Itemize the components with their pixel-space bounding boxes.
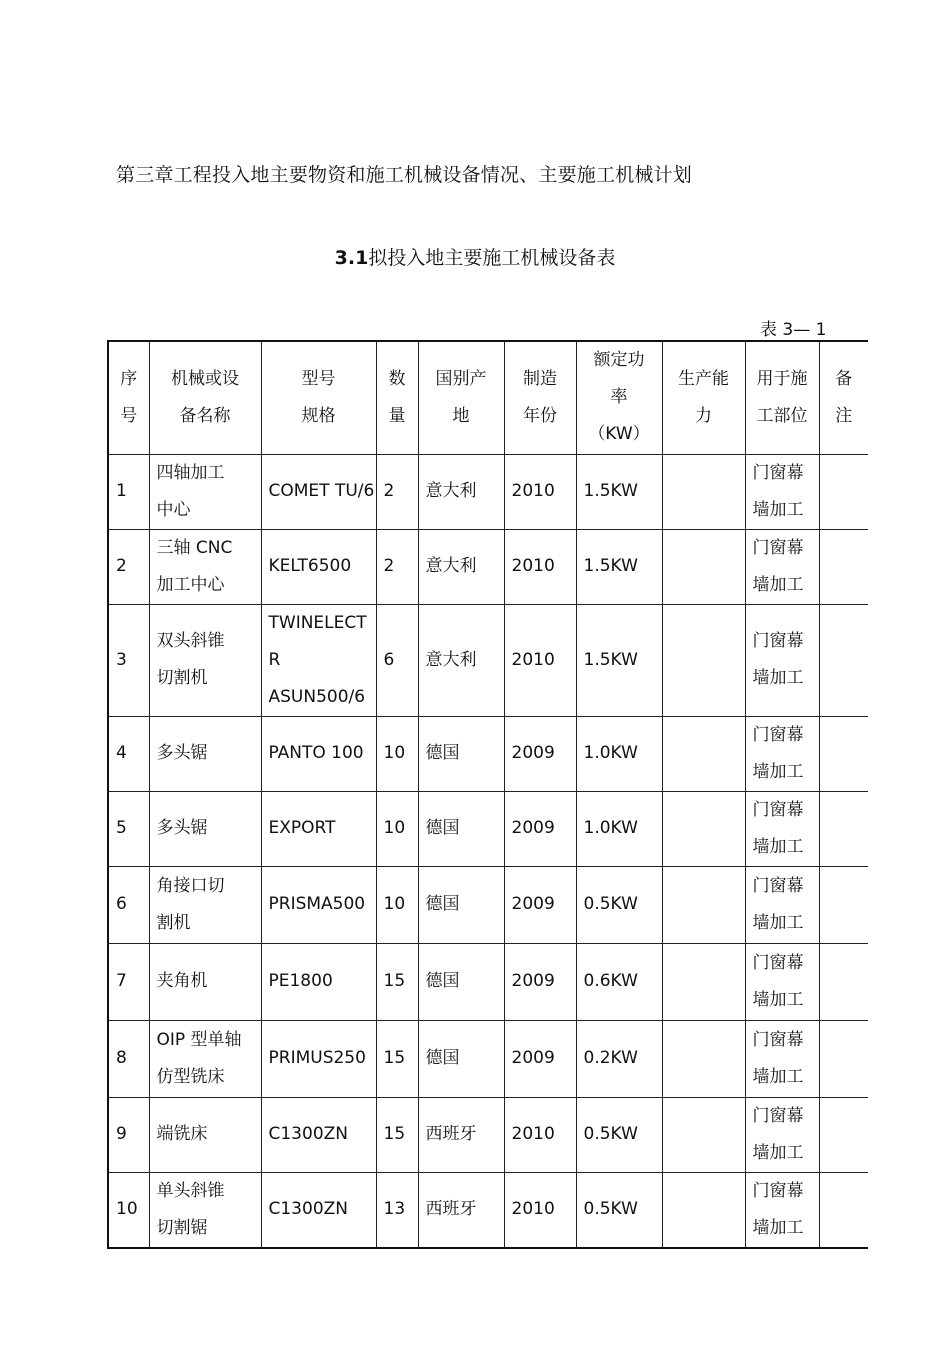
cell-no: 4 xyxy=(108,716,149,791)
cell-remark xyxy=(819,866,868,943)
cell-usage: 门窗幕 墙加工 xyxy=(745,1097,819,1172)
cell-qty: 6 xyxy=(376,604,418,716)
header-no: 序 号 xyxy=(108,341,149,454)
cell-usage: 门窗幕 墙加工 xyxy=(745,1172,819,1248)
cell-power: 0.5KW xyxy=(576,866,662,943)
section-number: 3.1 xyxy=(334,247,369,269)
cell-origin: 意大利 xyxy=(418,454,504,529)
cell-remark xyxy=(819,1020,868,1097)
cell-remark xyxy=(819,604,868,716)
cell-power: 0.5KW xyxy=(576,1172,662,1248)
cell-remark xyxy=(819,943,868,1020)
cell-model: KELT6500 xyxy=(261,529,376,604)
cell-origin: 德国 xyxy=(418,943,504,1020)
cell-name: 多头锯 xyxy=(149,791,261,866)
header-power: 额定功 率 （KW） xyxy=(576,341,662,454)
cell-year: 2010 xyxy=(504,604,576,716)
table-row xyxy=(108,866,868,943)
cell-name: 端铣床 xyxy=(149,1097,261,1172)
cell-qty: 13 xyxy=(376,1172,418,1248)
cell-usage: 门窗幕 墙加工 xyxy=(745,866,819,943)
cell-power: 1.5KW xyxy=(576,454,662,529)
cell-capacity xyxy=(662,1097,745,1172)
cell-capacity xyxy=(662,1020,745,1097)
cell-name: 单头斜锥 切割锯 xyxy=(149,1172,261,1248)
cell-name: 四轴加工 中心 xyxy=(149,454,261,529)
cell-origin: 意大利 xyxy=(418,604,504,716)
cell-name: 双头斜锥 切割机 xyxy=(149,604,261,716)
cell-model: PE1800 xyxy=(261,943,376,1020)
cell-no: 9 xyxy=(108,1097,149,1172)
cell-usage: 门窗幕 墙加工 xyxy=(745,716,819,791)
cell-origin: 德国 xyxy=(418,716,504,791)
cell-origin: 意大利 xyxy=(418,529,504,604)
cell-no: 3 xyxy=(108,604,149,716)
cell-name: 角接口切 割机 xyxy=(149,866,261,943)
cell-model: EXPORT xyxy=(261,791,376,866)
cell-capacity xyxy=(662,1172,745,1248)
cell-usage: 门窗幕 墙加工 xyxy=(745,454,819,529)
cell-remark xyxy=(819,1172,868,1248)
cell-usage: 门窗幕 墙加工 xyxy=(745,1020,819,1097)
cell-power: 1.5KW xyxy=(576,604,662,716)
cell-year: 2009 xyxy=(504,1020,576,1097)
cell-capacity xyxy=(662,604,745,716)
table-row xyxy=(108,1172,868,1248)
cell-origin: 德国 xyxy=(418,791,504,866)
cell-qty: 15 xyxy=(376,1097,418,1172)
cell-remark xyxy=(819,454,868,529)
cell-remark xyxy=(819,529,868,604)
cell-no: 7 xyxy=(108,943,149,1020)
cell-no: 1 xyxy=(108,454,149,529)
table-row xyxy=(108,454,868,529)
cell-remark xyxy=(819,1097,868,1172)
cell-power: 0.5KW xyxy=(576,1097,662,1172)
header-qty: 数 量 xyxy=(376,341,418,454)
equipment-table-wrapper xyxy=(107,340,853,1238)
cell-remark xyxy=(819,716,868,791)
cell-qty: 2 xyxy=(376,454,418,529)
table-row xyxy=(108,1020,868,1097)
header-capacity: 生产能 力 xyxy=(662,341,745,454)
table-row xyxy=(108,604,868,716)
table-row xyxy=(108,791,868,866)
cell-year: 2009 xyxy=(504,866,576,943)
equipment-table xyxy=(107,340,868,1249)
cell-model: PRIMUS250 xyxy=(261,1020,376,1097)
cell-capacity xyxy=(662,529,745,604)
cell-qty: 15 xyxy=(376,943,418,1020)
cell-no: 8 xyxy=(108,1020,149,1097)
cell-no: 6 xyxy=(108,866,149,943)
cell-usage: 门窗幕 墙加工 xyxy=(745,529,819,604)
cell-name: OIP 型单轴 仿型铣床 xyxy=(149,1020,261,1097)
cell-model: PRISMA500 xyxy=(261,866,376,943)
cell-model: C1300ZN xyxy=(261,1172,376,1248)
header-year: 制造 年份 xyxy=(504,341,576,454)
cell-origin: 西班牙 xyxy=(418,1172,504,1248)
table-label: 表 3— 1 xyxy=(760,320,827,340)
cell-capacity xyxy=(662,791,745,866)
header-usage: 用于施 工部位 xyxy=(745,341,819,454)
cell-power: 1.0KW xyxy=(576,791,662,866)
cell-year: 2009 xyxy=(504,943,576,1020)
table-header-row xyxy=(108,341,868,454)
cell-power: 1.5KW xyxy=(576,529,662,604)
cell-year: 2009 xyxy=(504,791,576,866)
cell-qty: 10 xyxy=(376,716,418,791)
cell-year: 2009 xyxy=(504,716,576,791)
cell-origin: 德国 xyxy=(418,1020,504,1097)
cell-model: COMET TU/6 xyxy=(261,454,376,529)
cell-usage: 门窗幕 墙加工 xyxy=(745,943,819,1020)
cell-no: 10 xyxy=(108,1172,149,1248)
cell-usage: 门窗幕 墙加工 xyxy=(745,791,819,866)
cell-capacity xyxy=(662,716,745,791)
cell-year: 2010 xyxy=(504,1097,576,1172)
table-row xyxy=(108,943,868,1020)
cell-qty: 10 xyxy=(376,866,418,943)
cell-model: C1300ZN xyxy=(261,1097,376,1172)
cell-origin: 德国 xyxy=(418,866,504,943)
header-name: 机械或设 备名称 xyxy=(149,341,261,454)
cell-name: 多头锯 xyxy=(149,716,261,791)
chapter-title: 第三章工程投入地主要物资和施工机械设备情况、主要施工机械计划 xyxy=(116,164,693,186)
cell-model: TWINELECTR ASUN500/6 xyxy=(261,604,376,716)
cell-capacity xyxy=(662,454,745,529)
header-origin: 国别产 地 xyxy=(418,341,504,454)
cell-remark xyxy=(819,791,868,866)
cell-qty: 2 xyxy=(376,529,418,604)
cell-usage: 门窗幕 墙加工 xyxy=(745,604,819,716)
cell-name: 夹角机 xyxy=(149,943,261,1020)
header-remark: 备 注 xyxy=(819,341,868,454)
table-row xyxy=(108,716,868,791)
cell-origin: 西班牙 xyxy=(418,1097,504,1172)
cell-capacity xyxy=(662,943,745,1020)
cell-model: PANTO 100 xyxy=(261,716,376,791)
table-row xyxy=(108,529,868,604)
section-title xyxy=(0,243,950,270)
cell-capacity xyxy=(662,866,745,943)
header-model: 型号 规格 xyxy=(261,341,376,454)
table-row xyxy=(108,1097,868,1172)
cell-no: 5 xyxy=(108,791,149,866)
cell-power: 0.2KW xyxy=(576,1020,662,1097)
cell-name: 三轴 CNC 加工中心 xyxy=(149,529,261,604)
cell-qty: 15 xyxy=(376,1020,418,1097)
cell-power: 0.6KW xyxy=(576,943,662,1020)
cell-year: 2010 xyxy=(504,1172,576,1248)
cell-year: 2010 xyxy=(504,454,576,529)
section-title-text: 拟投入地主要施工机械设备表 xyxy=(368,247,616,269)
cell-qty: 10 xyxy=(376,791,418,866)
cell-power: 1.0KW xyxy=(576,716,662,791)
cell-no: 2 xyxy=(108,529,149,604)
cell-year: 2010 xyxy=(504,529,576,604)
